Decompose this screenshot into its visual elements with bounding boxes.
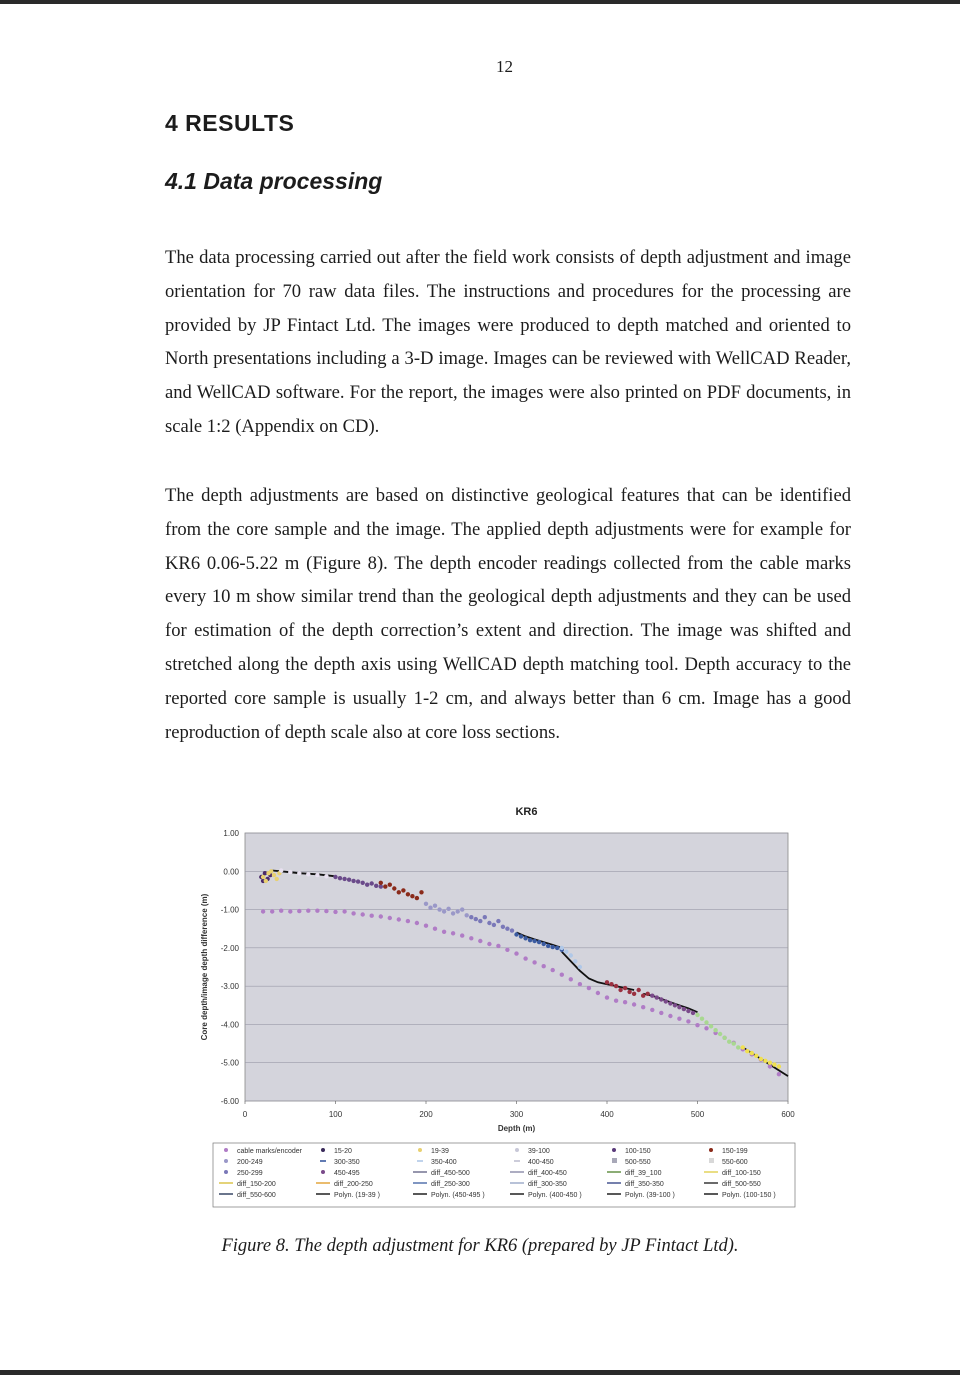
data-point xyxy=(356,879,360,883)
data-point xyxy=(392,886,396,890)
data-point xyxy=(551,968,555,972)
legend-label: diff_39_100 xyxy=(625,1170,662,1177)
legend-label: diff_150-200 xyxy=(237,1181,276,1188)
data-point xyxy=(632,992,636,996)
data-point xyxy=(338,876,342,880)
x-axis-label: Depth (m) xyxy=(497,1124,536,1133)
chart-svg xyxy=(180,795,800,1215)
data-point xyxy=(609,982,613,986)
data-point xyxy=(546,944,550,948)
legend-label: 100-150 xyxy=(625,1148,651,1155)
plot-area xyxy=(245,833,788,1101)
data-point xyxy=(695,1023,699,1027)
data-point xyxy=(437,907,441,911)
data-point xyxy=(272,873,276,877)
data-point xyxy=(297,871,301,875)
depth-adjustment-chart xyxy=(180,795,800,1215)
data-point xyxy=(578,965,582,969)
data-point xyxy=(264,879,268,883)
body-paragraph-1: The data processing carried out after the field work consists of depth adjustment and image orientation for 70 raw data files. The instructions and procedures for the processing are provided by JP Fintact Ltd. The images were produced to depth matched and oriented to North presentations including a 3-D image. Images can be reviewed with WellCAD Reader, and WellCAD software. For the report, the images were also printed on PDF documents, in scale 1:2 (Appendix on CD). xyxy=(165,247,851,437)
legend-label: 450-495 xyxy=(334,1170,360,1177)
y-tick-label: -4.00 xyxy=(220,1020,239,1030)
data-point xyxy=(573,959,577,963)
y-axis-label: Core depth/image depth difference (m) xyxy=(200,893,209,1041)
data-point xyxy=(560,946,564,950)
y-tick-label: -5.00 xyxy=(220,1058,239,1068)
data-point xyxy=(410,894,414,898)
data-point xyxy=(469,936,473,940)
legend-label: 500-550 xyxy=(625,1159,651,1166)
data-point xyxy=(560,973,564,977)
data-point xyxy=(505,927,509,931)
legend-label: cable marks/encoder xyxy=(237,1148,302,1155)
legend-label: diff_200-250 xyxy=(334,1181,373,1188)
data-point xyxy=(351,879,355,883)
data-point xyxy=(315,873,319,877)
legend-label: diff_400-450 xyxy=(528,1170,567,1177)
legend-label: diff_550-600 xyxy=(237,1192,276,1199)
data-point xyxy=(664,999,668,1003)
legend-swatch xyxy=(709,1158,714,1163)
data-point xyxy=(370,914,374,918)
data-point xyxy=(379,884,383,888)
data-point xyxy=(279,868,283,872)
data-point xyxy=(532,960,536,964)
data-point xyxy=(465,913,469,917)
data-point xyxy=(361,912,365,916)
data-point xyxy=(569,953,573,957)
legend-label: Polyn. (39-100 ) xyxy=(625,1192,675,1199)
legend-label: 19-39 xyxy=(431,1148,449,1155)
data-point xyxy=(618,988,622,992)
data-point xyxy=(456,909,460,913)
data-point xyxy=(777,1072,781,1076)
data-point xyxy=(686,1019,690,1023)
data-point xyxy=(578,982,582,986)
data-point xyxy=(686,1009,690,1013)
data-point xyxy=(415,921,419,925)
data-point xyxy=(709,1024,713,1028)
data-point xyxy=(569,977,573,981)
legend-label: diff_100-150 xyxy=(722,1170,761,1177)
legend-label: diff_450-500 xyxy=(431,1170,470,1177)
data-point xyxy=(374,884,378,888)
legend-swatch xyxy=(709,1148,713,1152)
data-point xyxy=(460,933,464,937)
data-point xyxy=(750,1051,754,1055)
data-point xyxy=(397,917,401,921)
data-point xyxy=(532,939,536,943)
legend-label: 15-20 xyxy=(334,1148,352,1155)
data-point xyxy=(659,997,663,1001)
data-point xyxy=(419,890,423,894)
legend-label: diff_250-300 xyxy=(431,1181,470,1188)
data-point xyxy=(496,944,500,948)
data-point xyxy=(333,875,337,879)
data-point xyxy=(768,1061,772,1065)
data-point xyxy=(261,875,265,879)
data-point xyxy=(451,911,455,915)
legend-swatch xyxy=(612,1148,616,1152)
legend-label: Polyn. (100-150 ) xyxy=(722,1192,776,1199)
data-point xyxy=(261,909,265,913)
body-paragraph-2: The depth adjustments are based on distinctive geological features that can be identified from the core sample and the image. The applied depth adjustments were for example for KR6 0.06-5.22 m (Figure 8). The depth encoder readings collected from the cable marks every 10 m show similar trend than the geological depth adjustments and they can be used for estimation of the depth correction’s extent and direction. The image was shifted and stretched along the depth axis using WellCAD depth matching tool. Depth accuracy to the reported core sample is usually 1-2 cm, and always better than 6 cm. Image has a good reproduction of depth scale also at core loss sections. xyxy=(165,485,851,743)
data-point xyxy=(433,904,437,908)
data-point xyxy=(523,956,527,960)
data-point xyxy=(673,1003,677,1007)
data-point xyxy=(587,986,591,990)
data-point xyxy=(442,930,446,934)
data-point xyxy=(487,942,491,946)
data-point xyxy=(347,878,351,882)
data-point xyxy=(745,1049,749,1053)
data-point xyxy=(275,877,279,881)
x-tick-label: 400 xyxy=(600,1110,614,1119)
subsection-heading: 4.1 Data processing xyxy=(165,168,383,194)
data-point xyxy=(474,917,478,921)
data-point xyxy=(342,909,346,913)
data-point xyxy=(514,951,518,955)
data-point xyxy=(537,940,541,944)
data-point xyxy=(641,1005,645,1009)
data-point xyxy=(668,1014,672,1018)
data-point xyxy=(388,916,392,920)
data-point xyxy=(297,909,301,913)
data-point xyxy=(446,907,450,911)
legend-label: Polyn. (400-450 ) xyxy=(528,1192,582,1199)
data-point xyxy=(365,883,369,887)
data-point xyxy=(632,1002,636,1006)
y-tick-label: 0.00 xyxy=(223,867,239,877)
data-point xyxy=(324,909,328,913)
legend-label: diff_350-350 xyxy=(625,1181,664,1188)
data-point xyxy=(351,911,355,915)
data-point xyxy=(627,990,631,994)
data-point xyxy=(650,1008,654,1012)
data-point xyxy=(741,1045,745,1049)
y-tick-label: 1.00 xyxy=(223,829,239,838)
data-point xyxy=(682,1007,686,1011)
data-point xyxy=(704,1026,708,1030)
data-point xyxy=(514,932,518,936)
data-point xyxy=(492,923,496,927)
data-point xyxy=(722,1036,726,1040)
data-point xyxy=(388,883,392,887)
section-heading: 4 RESULTS xyxy=(165,110,295,136)
data-point xyxy=(641,994,645,998)
data-point xyxy=(768,1064,772,1068)
data-point xyxy=(713,1028,717,1032)
legend-label: 400-450 xyxy=(528,1159,554,1166)
data-point xyxy=(333,910,337,914)
legend-swatch xyxy=(224,1170,228,1174)
legend-label: Polyn. (450-495 ) xyxy=(431,1192,485,1199)
data-point xyxy=(655,995,659,999)
legend-label: 300-350 xyxy=(334,1159,360,1166)
data-point xyxy=(460,907,464,911)
legend-label: diff_500-550 xyxy=(722,1181,761,1188)
legend-label: 39-100 xyxy=(528,1148,550,1155)
data-point xyxy=(270,909,274,913)
data-point xyxy=(523,936,527,940)
data-point xyxy=(442,909,446,913)
y-tick-label: -1.00 xyxy=(220,905,239,915)
data-point xyxy=(406,919,410,923)
data-point xyxy=(451,931,455,935)
legend-label: 150-199 xyxy=(722,1148,748,1155)
data-point xyxy=(306,909,310,913)
data-point xyxy=(727,1040,731,1044)
y-tick-label: -3.00 xyxy=(220,982,239,992)
data-point xyxy=(433,927,437,931)
data-point xyxy=(614,984,618,988)
data-point xyxy=(605,980,609,984)
y-tick-label: -6.00 xyxy=(220,1097,239,1106)
data-point xyxy=(519,934,523,938)
data-point xyxy=(424,924,428,928)
x-tick-label: 0 xyxy=(242,1110,248,1119)
x-tick-label: 500 xyxy=(690,1110,705,1119)
legend-label: 350-400 xyxy=(431,1159,457,1166)
data-point xyxy=(759,1057,763,1061)
data-point xyxy=(605,995,609,999)
data-point xyxy=(342,877,346,881)
legend-swatch xyxy=(612,1158,617,1163)
data-point xyxy=(704,1020,708,1024)
data-point xyxy=(279,909,283,913)
data-point xyxy=(487,921,491,925)
data-point xyxy=(324,874,328,878)
legend-swatch xyxy=(321,1148,325,1152)
legend-swatch xyxy=(321,1170,325,1174)
data-point xyxy=(401,888,405,892)
data-point xyxy=(650,994,654,998)
legend-swatch xyxy=(515,1148,519,1152)
x-tick-label: 300 xyxy=(509,1110,524,1119)
data-point xyxy=(528,938,532,942)
legend-swatch xyxy=(224,1148,228,1152)
data-point xyxy=(551,945,555,949)
x-tick-label: 200 xyxy=(419,1110,433,1119)
data-point xyxy=(315,909,319,913)
data-point xyxy=(397,890,401,894)
data-point xyxy=(501,925,505,929)
data-point xyxy=(646,992,650,996)
data-point xyxy=(614,999,618,1003)
data-point xyxy=(555,946,559,950)
x-tick-label: 100 xyxy=(328,1110,343,1119)
data-point xyxy=(469,915,473,919)
legend-label: Polyn. (19-39 ) xyxy=(334,1192,380,1199)
data-point xyxy=(736,1045,740,1049)
data-point xyxy=(383,884,387,888)
data-point xyxy=(478,919,482,923)
data-point xyxy=(542,942,546,946)
data-point xyxy=(564,950,568,954)
data-point xyxy=(659,1011,663,1015)
data-point xyxy=(732,1041,736,1045)
data-point xyxy=(677,1005,681,1009)
x-tick-label: 600 xyxy=(781,1110,795,1119)
data-point xyxy=(510,928,514,932)
data-point xyxy=(483,915,487,919)
chart-title: KR6 xyxy=(515,806,538,818)
bottom-border-rule xyxy=(0,1370,960,1375)
data-point xyxy=(677,1017,681,1021)
data-point xyxy=(406,892,410,896)
legend-label: 200-249 xyxy=(237,1159,263,1166)
data-point xyxy=(623,986,627,990)
data-point xyxy=(623,1000,627,1004)
data-point xyxy=(754,1054,758,1058)
data-point xyxy=(269,869,273,873)
y-tick-label: -2.00 xyxy=(220,943,239,953)
legend-swatch xyxy=(224,1159,228,1163)
top-border-rule xyxy=(0,0,960,4)
data-point xyxy=(505,948,509,952)
data-point xyxy=(361,881,365,885)
figure-caption: Figure 8. The depth adjustment for KR6 (prepared by JP Fintact Ltd). xyxy=(221,1236,739,1256)
page-number: 12 xyxy=(496,57,513,76)
data-point xyxy=(306,872,310,876)
data-point xyxy=(700,1017,704,1021)
data-point xyxy=(542,964,546,968)
data-point xyxy=(415,896,419,900)
data-point xyxy=(379,914,383,918)
data-point xyxy=(379,881,383,885)
data-point xyxy=(763,1059,767,1063)
data-point xyxy=(695,1013,699,1017)
data-point xyxy=(718,1032,722,1036)
data-point xyxy=(691,1011,695,1015)
data-point xyxy=(288,909,292,913)
legend-label: 550-600 xyxy=(722,1159,748,1166)
data-point xyxy=(777,1064,781,1068)
data-point xyxy=(496,919,500,923)
data-point xyxy=(478,939,482,943)
legend-swatch xyxy=(418,1148,422,1152)
legend-label: 250-299 xyxy=(237,1170,263,1177)
legend-label: diff_300-350 xyxy=(528,1181,567,1188)
data-point xyxy=(637,988,641,992)
data-point xyxy=(596,991,600,995)
data-point xyxy=(428,906,432,910)
data-point xyxy=(424,902,428,906)
data-point xyxy=(668,1001,672,1005)
data-point xyxy=(370,881,374,885)
data-point xyxy=(772,1062,776,1066)
data-point xyxy=(288,870,292,874)
